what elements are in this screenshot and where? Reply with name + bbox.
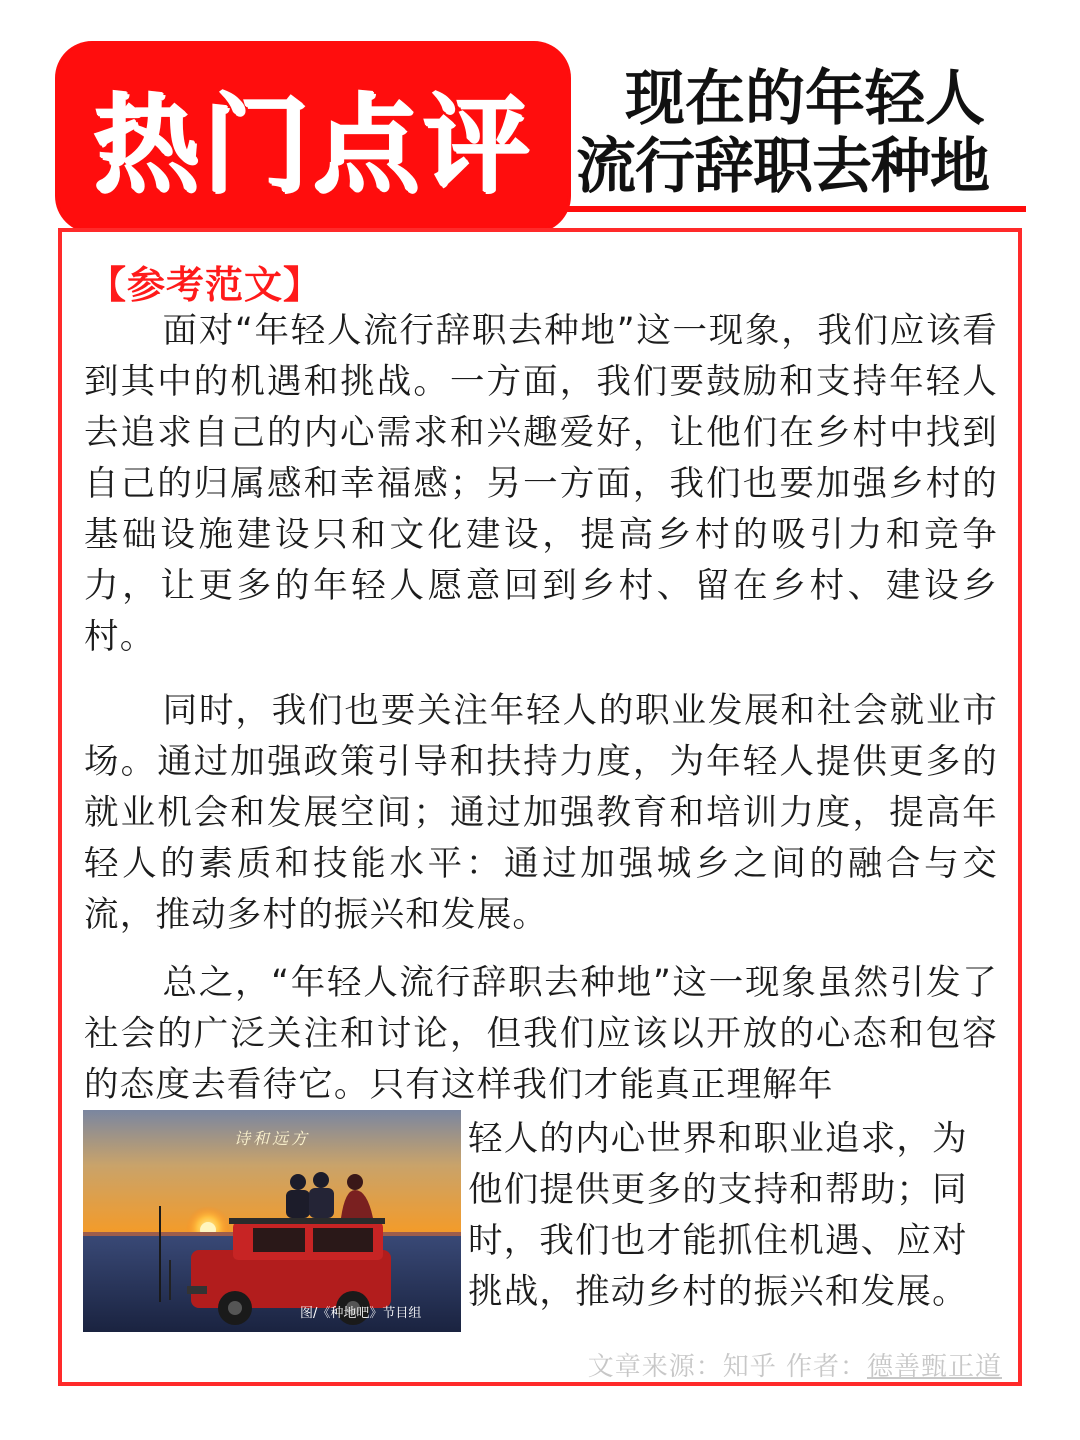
paragraph-2-text: 同时，我们也要关注年轻人的职业发展和社会就业市场。通过加强政策引导和扶持力度，为年轻人提供更多的就业机会和发展空间；通过加强教育和培训力度，提高年轻人的素质和技能水平：通过加强城乡之间的融合与交流，推动多村的振兴和发展。 [84,691,998,935]
article-source [588,1346,1002,1383]
paragraph-3-part-1 [84,958,998,1111]
headline [570,66,1040,206]
headline-line-1: 现在的年轻人 [625,64,985,134]
paragraph-2 [84,686,998,941]
header [0,0,1080,230]
paragraph-1 [84,306,998,663]
header-underline [560,206,1026,212]
reference-label: 【参考范文】 [88,263,323,307]
photo-script-text: 诗和远方 [234,1129,311,1148]
headline-line-2: 流行辞职去种地 [576,132,989,202]
hot-review-badge [58,44,568,230]
source-prefix: 文章来源：知乎 作者： [587,1352,867,1382]
paragraph-3-part-2: 轻人的内心世界和职业追求，为他们提供更多的支持和帮助；同时，我们也才能抓住机遇、应对挑战，推动乡村的振兴和发展。 [468,1119,968,1312]
author-link[interactable]: 德善甄正道 [866,1352,1002,1382]
photo-caption: 图/《种地吧》节目组 [300,1306,422,1321]
paragraph-1-text: 面对“年轻人流行辞职去种地”这一现象，我们应该看到其中的机遇和挑战。一方面，我们要鼓励和支持年轻人去追求自己的内心需求和兴趣爱好，让他们在乡村中找到自己的归属感和幸福感；另一方面，我们也要加强乡村的基础设施建设只和文化建设，提高乡村的吸引力和竞争力，让更多的年轻人愿意回到乡村、留在乡村、建设乡村。 [84,311,998,657]
paragraph-3-part-1-text: 总之，“年轻人流行辞职去种地”这一现象虽然引发了社会的广泛关注和讨论，但我们应该以开放的心态和包容的态度去看待它。只有这样我们才能真正理解年 [84,963,998,1105]
badge-text: 热门点评 [93,84,533,207]
